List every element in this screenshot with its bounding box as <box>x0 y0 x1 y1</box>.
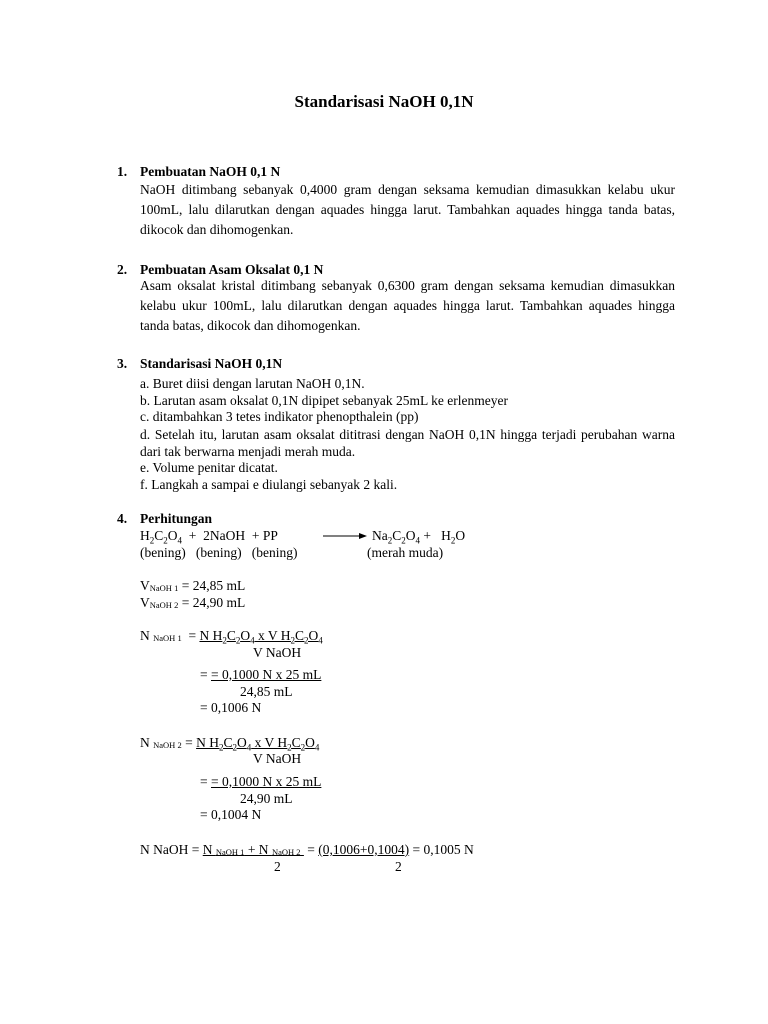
step-c: c. ditambahkan 3 tetes indikator phenopthalein (pp) <box>140 409 419 424</box>
calc-2-result: = 0,1004 N <box>200 807 262 822</box>
step-f: f. Langkah a sampai e diulangi sebanyak 2 kali. <box>140 477 398 492</box>
final-sum: (0,1006+0,1004) <box>318 842 410 857</box>
final-denominator-1: 2 <box>274 859 281 874</box>
page-title: Standarisasi NaOH 0,1N <box>294 92 474 111</box>
section-2-body: Asam oksalat kristal ditimbang sebanyak 0,6300 gram dengan seksama kemudian dimasukkan kelabu ukur 100mL, lalu dilarutkan dengan aquades hingga larut. Tambahkan aquades hingga tanda batas, dikocok dan dihomogenkan. <box>140 278 675 334</box>
step-e: e. Volume penitar dicatat. <box>140 460 278 475</box>
reaction-reactants: $H_2C_2O_4$ + 2NaOH + PP <box>140 528 278 546</box>
section-1-number: 1. <box>117 164 128 179</box>
calc-1-formula: N $_{NaOH 1}$ = N $H_2C_2O_4$ x V $H_2C_2O_4$ <box>140 628 323 646</box>
calc-1-step-numerator: = = 0,1000 N x 25 mL <box>200 667 322 682</box>
calc-1-denominator: V NaOH <box>253 645 302 660</box>
calc-1-result: = 0,1006 N <box>200 700 262 715</box>
section-3-number: 3. <box>117 356 128 371</box>
calc-1-step-denominator: 24,85 mL <box>240 684 293 699</box>
final-denominator-2: 2 <box>395 859 402 874</box>
final-numerator: N $_{NaOH 1}$ + N $_{NaOH 2}$ <box>202 842 301 857</box>
calc-2-formula: N $_{NaOH 2}$ = N $H_2C_2O_4$ x V $H_2C_2O_4$ <box>140 735 320 753</box>
step-a: a. Buret diisi dengan larutan NaOH 0,1N. <box>140 376 365 391</box>
section-4-number: 4. <box>117 511 128 526</box>
step-b: b. Larutan asam oksalat 0,1N dipipet sebanyak 25mL ke erlenmeyer <box>140 393 509 408</box>
reaction-arrow-icon <box>323 530 367 542</box>
calc-2-denominator: V NaOH <box>253 751 302 766</box>
final-average: N NaOH = N $_{NaOH 1}$ + N $_{NaOH 2}$ = (0,1006+0,1004) = 0,1005 N <box>140 842 474 857</box>
calc-2-step-denominator: 24,90 mL <box>240 791 293 806</box>
calc-2-step-numerator: = = 0,1000 N x 25 mL <box>200 774 322 789</box>
volume-naoh-2: $V_{NaOH 2} = 24,90$ mL <box>140 595 246 610</box>
section-1-body: NaOH ditimbang sebanyak 0,4000 gram dengan seksama kemudian dimasukkan kelabu ukur 100mL, lalu dilarutkan dengan aquades hingga larut. Tambahkan aquades hingga tanda batas, dikocok dan dihomogenkan. <box>140 182 675 238</box>
section-2-heading: Pembuatan Asam Oksalat 0,1 N <box>140 262 324 277</box>
volume-naoh-1: $V_{NaOH 1} = 24,85$ mL <box>140 578 246 593</box>
section-4-heading: Perhitungan <box>140 511 213 526</box>
calc-1-numerator: N $H_2C_2O_4$ x V $H_2C_2O_4$ <box>199 628 323 646</box>
section-1-heading: Pembuatan NaOH 0,1 N <box>140 164 281 179</box>
reaction-states-left: (bening) (bening) (bening) <box>140 545 298 560</box>
section-2-number: 2. <box>117 262 128 277</box>
calc-2-numerator: N $H_2C_2O_4$ x V $H_2C_2O_4$ <box>196 735 320 753</box>
reaction-states-right: (merah muda) <box>367 545 444 560</box>
reaction-products: $Na_2C_2O_4 + H_2O$ <box>372 528 466 546</box>
step-d: d. Setelah itu, larutan asam oksalat dititrasi dengan NaOH 0,1N hingga terjadi perubahan warna dari tak berwarna menjadi merah muda. <box>140 427 675 459</box>
section-3-heading: Standarisasi NaOH 0,1N <box>140 356 283 371</box>
